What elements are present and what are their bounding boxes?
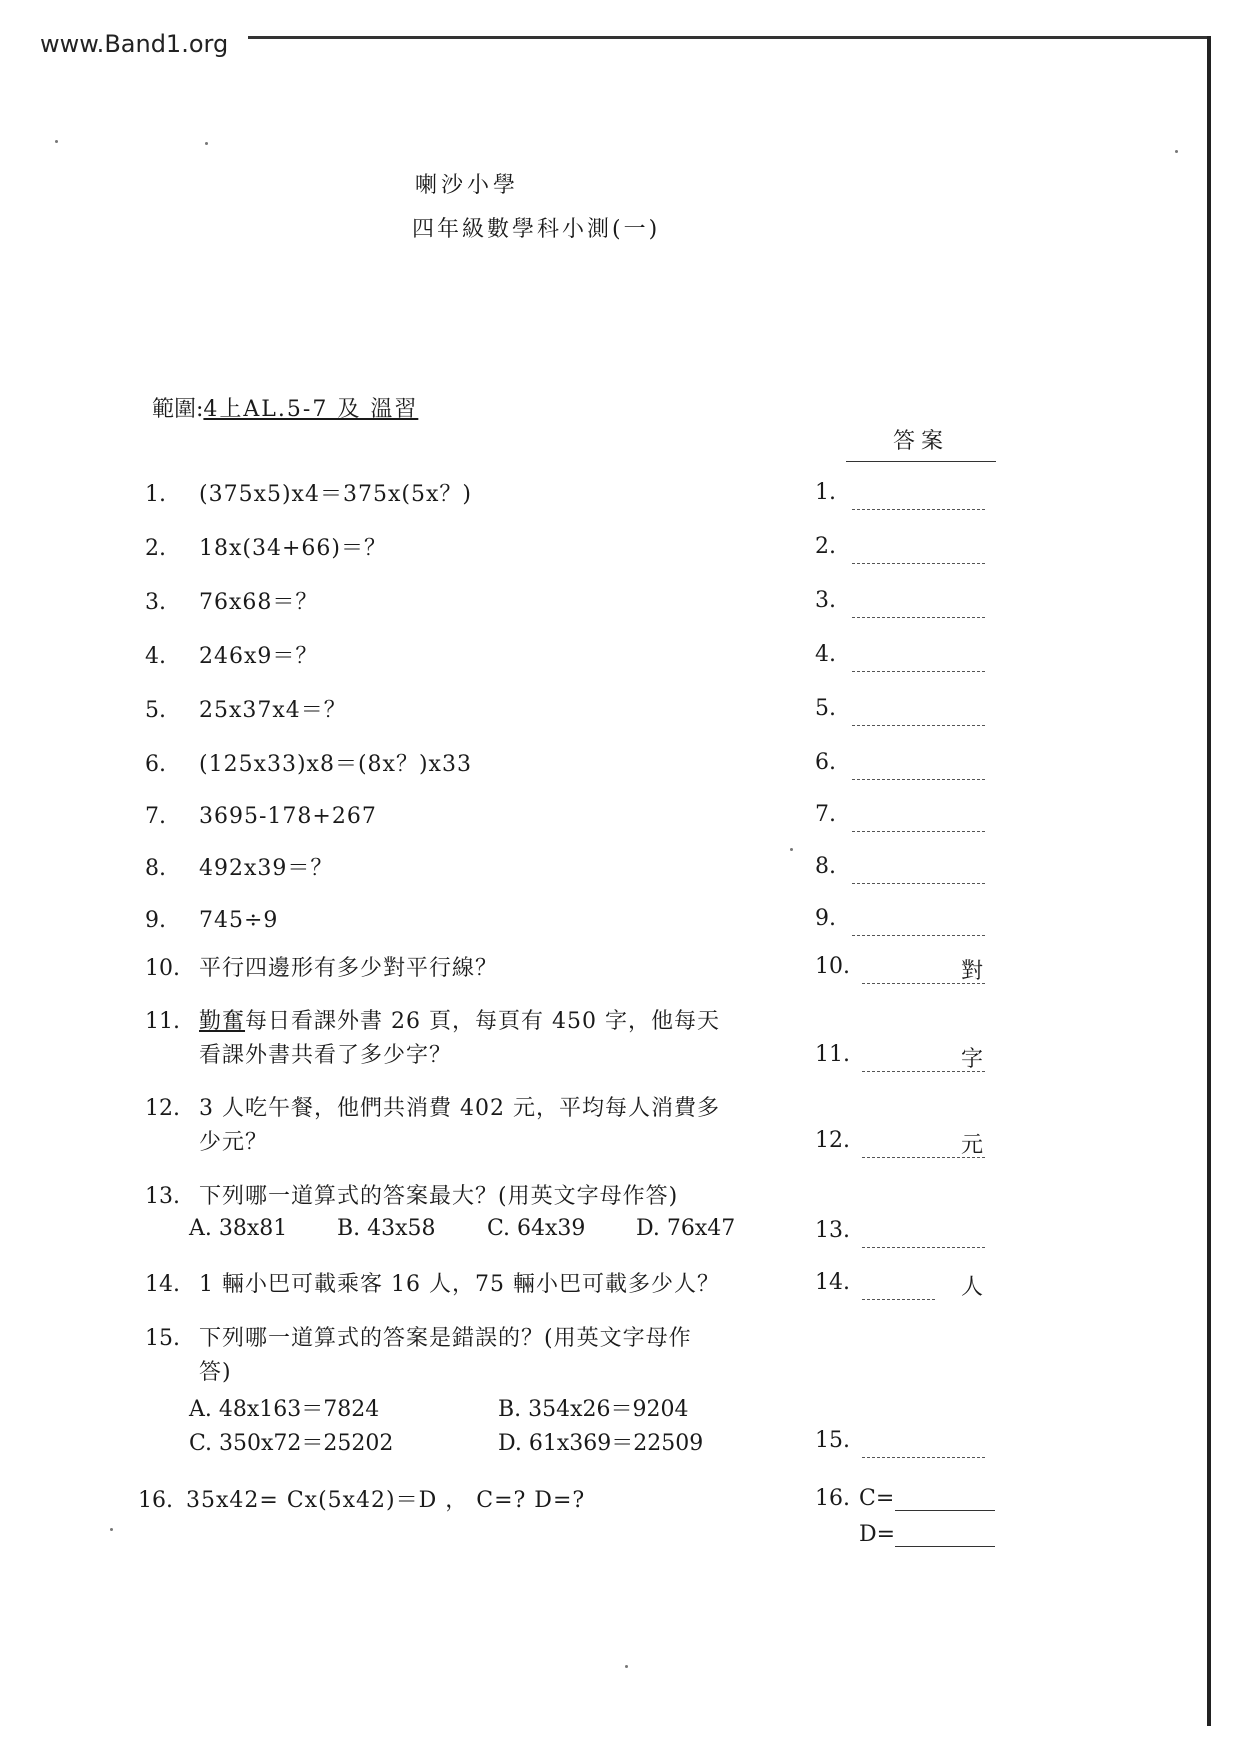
question-number: 11.	[145, 1009, 180, 1034]
question-text: 25x37x4＝？	[199, 698, 347, 723]
question-number: 3.	[145, 590, 166, 615]
answer-blank[interactable]	[852, 883, 985, 884]
answer-9	[815, 906, 995, 936]
scan-speck	[790, 848, 793, 851]
question-text-line2: 少元？	[199, 1130, 269, 1155]
question-text-line2: 看課外書共看了多少字？	[199, 1043, 453, 1068]
question-number: 13.	[145, 1184, 180, 1209]
question-number: 15.	[145, 1326, 180, 1351]
question-number: 12.	[145, 1096, 180, 1121]
answer-16	[815, 1486, 995, 1556]
answer-unit: 人	[960, 1275, 983, 1300]
answer-number: 11.	[815, 1042, 850, 1067]
question-number: 9.	[145, 908, 166, 933]
student-name: 勤奮	[199, 1009, 246, 1034]
answer-number: 4.	[815, 642, 836, 667]
choice-b: B. 354x26＝9204	[498, 1397, 689, 1422]
choice-a: A. 48x163＝7824	[189, 1397, 380, 1422]
answer-number: 14.	[815, 1270, 850, 1295]
scope-label: 範圍:	[152, 397, 204, 422]
answer-number: 1.	[815, 480, 836, 505]
question-text: 下列哪一道算式的答案最大？(用英文字母作答)	[199, 1184, 679, 1209]
question-number: 5.	[145, 698, 166, 723]
question-text: 18x(34+66)＝？	[199, 536, 387, 561]
answer-d-blank[interactable]	[895, 1546, 995, 1547]
answer-8	[815, 854, 995, 884]
answer-blank[interactable]	[852, 725, 985, 726]
answer-4	[815, 642, 995, 672]
answer-blank[interactable]	[852, 617, 985, 618]
answer-c-blank[interactable]	[895, 1510, 995, 1511]
question-text: (125x33)x8＝(8x？)x33	[199, 752, 472, 777]
question-number: 4.	[145, 644, 166, 669]
answer-unit: 對	[960, 959, 983, 984]
school-name: 喇沙小學	[415, 173, 520, 198]
answer-number: 16.	[815, 1486, 850, 1511]
question-text: 1 輛小巴可載乘客 16 人，75 輛小巴可載多少人？	[199, 1272, 720, 1297]
answer-number: 9.	[815, 906, 836, 931]
answer-15	[815, 1428, 995, 1458]
page-top-rule	[248, 36, 1210, 39]
scope	[152, 392, 418, 423]
choice-b: B. 43x58	[337, 1216, 436, 1241]
answer-13	[815, 1218, 995, 1248]
question-text: 35x42= Cx(5x42)＝D ， C=? D=?	[186, 1488, 586, 1513]
answer-number: 8.	[815, 854, 836, 879]
answer-11	[815, 1042, 995, 1072]
site-watermark: www.Band1.org	[40, 30, 229, 58]
choice-c: C. 64x39	[487, 1216, 586, 1241]
test-title: 四年級數學科小測(一)	[412, 217, 661, 242]
question-text: 3695-178+267	[199, 804, 377, 829]
answer-number: 2.	[815, 534, 836, 559]
choice-a: A. 38x81	[189, 1216, 288, 1241]
answer-14	[815, 1270, 995, 1300]
question-number: 8.	[145, 856, 166, 881]
question-number: 7.	[145, 804, 166, 829]
answer-number: 13.	[815, 1218, 850, 1243]
answer-column-header: 答案	[846, 424, 996, 462]
answer-blank[interactable]	[852, 671, 985, 672]
answer-blank[interactable]	[862, 1247, 985, 1248]
answer-unit: 字	[960, 1047, 983, 1072]
answer-blank[interactable]	[862, 1457, 985, 1458]
question-text: 76x68＝？	[199, 590, 319, 615]
question-number: 1.	[145, 482, 166, 507]
question-text: 平行四邊形有多少對平行線？	[199, 956, 499, 981]
answer-number: 12.	[815, 1128, 850, 1153]
choice-d: D. 76x47	[636, 1216, 736, 1241]
answer-number: 15.	[815, 1428, 850, 1453]
answer-6	[815, 750, 995, 780]
answer-blank[interactable]	[862, 1299, 935, 1300]
answer-number: 5.	[815, 696, 836, 721]
scan-speck	[205, 142, 208, 145]
scan-speck	[55, 140, 58, 143]
answer-12	[815, 1128, 995, 1158]
answer-10	[815, 954, 995, 984]
answer-3	[815, 588, 995, 618]
answer-7	[815, 802, 995, 832]
scan-speck	[1175, 150, 1178, 153]
question-text	[199, 1005, 720, 1039]
answer-2	[815, 534, 995, 564]
question-number: 14.	[145, 1272, 180, 1297]
answer-blank[interactable]	[852, 509, 985, 510]
answer-1	[815, 480, 995, 510]
answer-d-label: D=	[859, 1522, 896, 1547]
answer-number: 6.	[815, 750, 836, 775]
scan-speck	[625, 1665, 628, 1668]
question-number: 2.	[145, 536, 166, 561]
question-text: 246x9＝？	[199, 644, 319, 669]
answer-blank[interactable]	[852, 935, 985, 936]
answer-c-label: C=	[859, 1486, 895, 1511]
answer-number: 7.	[815, 802, 836, 827]
answer-number: 10.	[815, 954, 850, 979]
page-right-edge	[1207, 36, 1211, 1726]
answer-blank[interactable]	[852, 831, 985, 832]
question-text: 492x39＝？	[199, 856, 334, 881]
question-text: 3 人吃午餐，他們共消費 402 元，平均每人消費多	[199, 1096, 720, 1121]
question-number: 6.	[145, 752, 166, 777]
answer-5	[815, 696, 995, 726]
question-text-line2: 答)	[199, 1360, 232, 1385]
question-text: 745÷9	[199, 908, 279, 933]
answer-blank[interactable]	[852, 779, 985, 780]
question-text: 下列哪一道算式的答案是錯誤的？(用英文字母作	[199, 1326, 692, 1351]
question-number: 10.	[145, 956, 180, 981]
scan-speck	[110, 1528, 113, 1531]
answer-unit: 元	[960, 1133, 983, 1158]
question-text-rest: 每日看課外書 26 頁，每頁有 450 字，他每天	[245, 1009, 720, 1034]
question-number: 16.	[138, 1488, 173, 1513]
choice-d: D. 61x369＝22509	[498, 1431, 704, 1456]
question-text: (375x5)x4＝375x(5x？)	[199, 482, 472, 507]
answer-number: 3.	[815, 588, 836, 613]
choice-c: C. 350x72＝25202	[189, 1431, 394, 1456]
answer-blank[interactable]	[852, 563, 985, 564]
scope-value: 4上AL.5-7 及 溫習	[203, 397, 419, 422]
